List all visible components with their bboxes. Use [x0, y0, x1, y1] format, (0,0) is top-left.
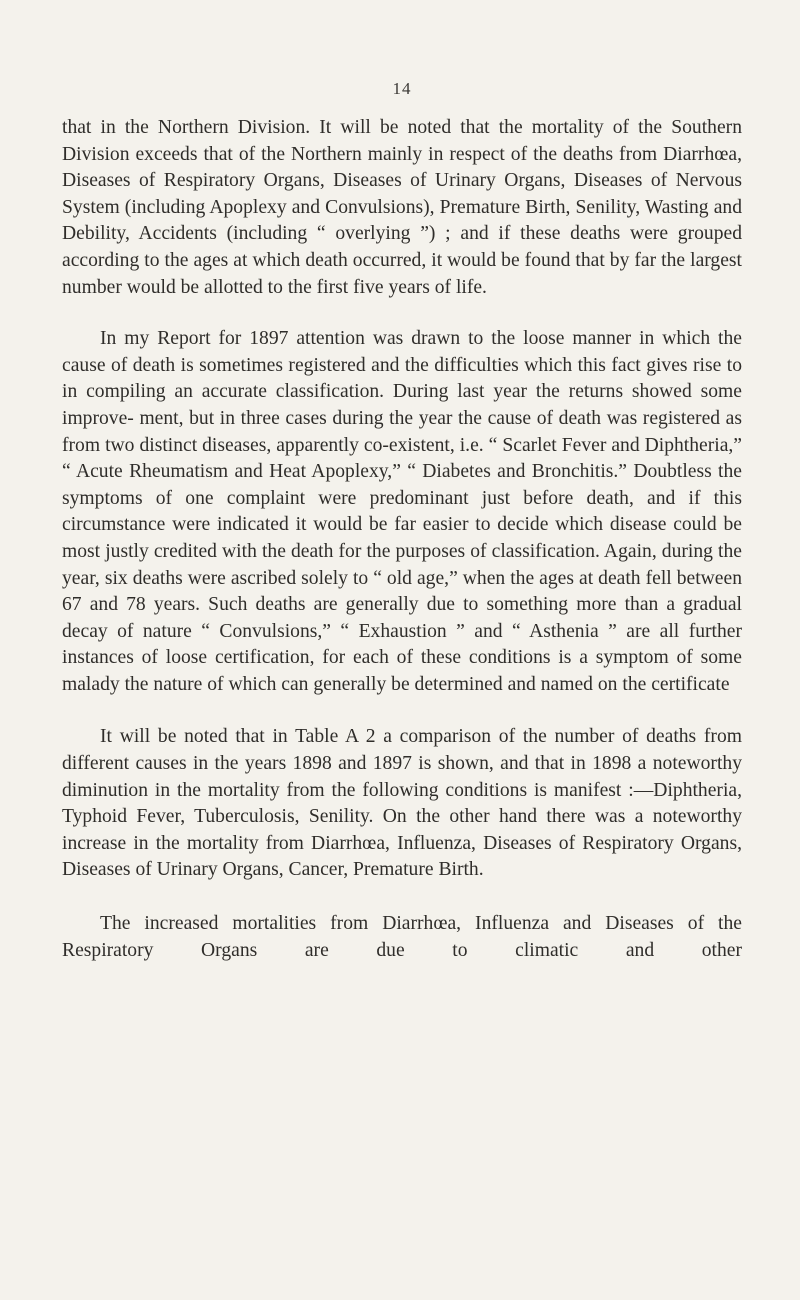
paragraph-increased-mortalities: The increased mortalities from Diarrhœa, Influenza and Diseases of the Respiratory Organs are due to climatic and other: [62, 913, 742, 961]
document-page: [62, 0, 742, 1300]
page-number: 14: [392, 79, 412, 98]
paragraph-table-comparison: It will be noted that in Table A 2 a comparison of the number of deaths from different causes in the years 1898 and 1897 is shown, and that in 1898 a noteworthy diminution in the mortality from the following conditions is manifest :—Diphtheria, Typhoid Fever, Tuberculosis, Senility. On the other hand there was a noteworthy increase in the mortality from Diarrhœa, Influenza, Diseases of Respiratory Organs, Diseases of Urinary Organs, Cancer, Premature Birth.: [62, 726, 742, 881]
paragraph-continuation: that in the Northern Division. It will be noted that the mortality of the Southern Division exceeds that of the Northern mainly in respect of the deaths from Diarrhœa, Diseases of Respiratory Organs, Diseases of Urinary Organs, Diseases of Nervous System (including Apoplexy and Convulsions), Premature Birth, Senility, Wasting and Debility, Accidents (including “ overlying ”) ; and if these deaths were grouped according to the ages at which death occurred, it would be found that by far the largest number would be allotted to the first five years of life.: [62, 117, 742, 298]
paragraph-loose-certification: In my Report for 1897 attention was drawn to the loose manner in which the cause of death is sometimes registered and the difficulties which this fact gives rise to in compiling an accurate classification. During last year the returns showed some improve- ment, but in three cases during the year the cause of death was registered as from two distinct diseases, apparently co-existent, i.e. “ Scarlet Fever and Diphtheria,” “ Acute Rheumatism and Heat Apoplexy,” “ Diabetes and Bronchitis.” Doubtless the symptoms of one complaint were predominant just before death, and if this circumstance were indicated it would be far easier to decide which disease could be most justly credited with the death for the purposes of classification. Again, during the year, six deaths were ascribed solely to “ old age,” when the ages at death fell between 67 and 78 years. Such deaths are generally due to something more than a gradual decay of nature “ Convulsions,” “ Exhaustion ” and “ Asthenia ” are all further instances of loose certification, for each of these conditions is a symptom of some malady the nature of which can generally be determined and named on the certificate: [62, 328, 742, 695]
body-text: [62, 115, 742, 964]
